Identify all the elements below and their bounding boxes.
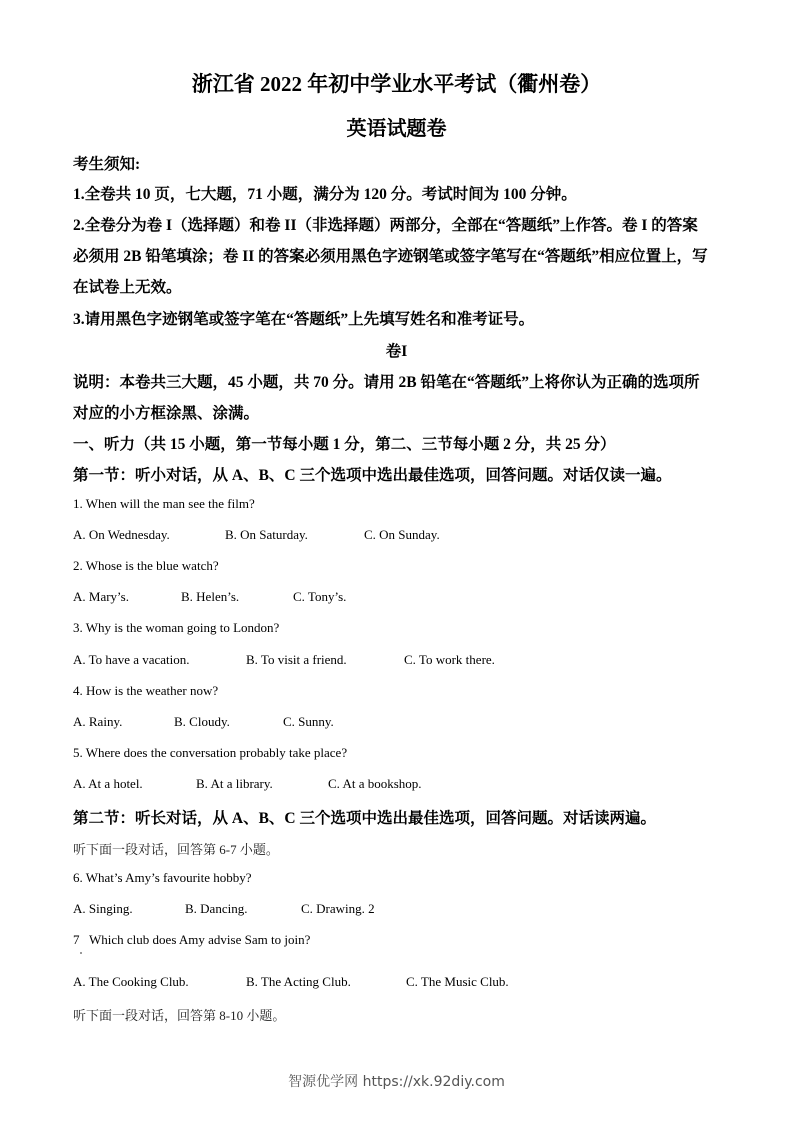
option-b: B. Cloudy. xyxy=(174,714,230,729)
exam-subtitle: 英语试题卷 xyxy=(346,118,447,140)
option-a: A. Mary’s. xyxy=(73,589,129,604)
option-b: B. The Acting Club. xyxy=(246,974,351,989)
exam-title: 浙江省 2022 年初中学业水平考试（衢州卷） xyxy=(191,72,602,96)
option-a: A. On Wednesday. xyxy=(73,527,170,542)
option-c: C. To work there. xyxy=(404,652,495,667)
stray-dot xyxy=(80,952,82,954)
option-a: A. Rainy. xyxy=(73,714,123,729)
notice-item-1: 1.全卷共 10 页，七大题，71 小题，满分为 120 分。考试时间为 100 分钟。 xyxy=(73,186,577,203)
volume-desc-line-2: 对应的小方框涂黑、涂满。 xyxy=(73,405,260,422)
option-c: C. Sunny. xyxy=(283,714,334,729)
question-3: 3. Why is the woman going to London? xyxy=(73,620,280,635)
question-4: 4. How is the weather now? xyxy=(73,683,219,698)
notice-item-2-line-1: 2.全卷分为卷 I（选择题）和卷 II（非选择题）两部分，全部在“答题纸”上作答。卷 I 的答案 xyxy=(73,217,698,234)
volume-label: 卷I xyxy=(385,343,408,360)
option-c: C. On Sunday. xyxy=(364,527,440,542)
option-c: C. At a bookshop. xyxy=(328,776,422,791)
section-1-heading: 第一节：听小对话，从 A、B、C 三个选项中选出最佳选项，回答问题。对话仅读一遍。 xyxy=(73,467,672,484)
question-4-options xyxy=(73,714,334,730)
question-2-options xyxy=(73,589,346,605)
option-c: C. Tony’s. xyxy=(293,589,347,604)
notice-item-2-line-3: 在试卷上无效。 xyxy=(73,279,182,296)
option-b: B. At a library. xyxy=(196,776,273,791)
volume-desc-line-1: 说明：本卷共三大题，45 小题，共 70 分。请用 2B 铅笔在“答题纸”上将你认为正确的选项所 xyxy=(73,374,700,391)
watermark-footer: 智源优学网 https://xk.92diy.com xyxy=(288,1074,505,1090)
listening-heading: 一、听力（共 15 小题，第一节每小题 1 分，第二、三节每小题 2 分，共 25 分） xyxy=(73,436,616,453)
question-5-options xyxy=(73,776,422,792)
question-6: 6. What’s Amy’s favourite hobby? xyxy=(73,870,252,885)
option-b: B. To visit a friend. xyxy=(246,652,347,667)
option-c: C. The Music Club. xyxy=(406,974,509,989)
passage-2-intro: 听下面一段对话，回答第 8-10 小题。 xyxy=(73,1008,286,1023)
passage-1-intro: 听下面一段对话，回答第 6-7 小题。 xyxy=(73,842,279,857)
question-3-options xyxy=(73,652,495,668)
section-2-heading: 第二节：听长对话，从 A、B、C 三个选项中选出最佳选项，回答问题。对话读两遍。 xyxy=(73,810,656,827)
question-7-options xyxy=(73,974,509,990)
option-b: B. Dancing. xyxy=(185,901,248,916)
question-5: 5. Where does the conversation probably take place? xyxy=(73,745,348,760)
option-a: A. To have a vacation. xyxy=(73,652,190,667)
question-2: 2. Whose is the blue watch? xyxy=(73,558,219,573)
option-c: C. Drawing. 2 xyxy=(301,901,375,916)
question-6-options xyxy=(73,901,375,917)
question-7: 7 Which club does Amy advise Sam to join? xyxy=(73,932,311,947)
question-1: 1. When will the man see the film? xyxy=(73,496,255,511)
option-a: A. At a hotel. xyxy=(73,776,143,791)
notice-item-3: 3.请用黑色字迹钢笔或签字笔在“答题纸”上先填写姓名和准考证号。 xyxy=(73,311,535,328)
option-a: A. The Cooking Club. xyxy=(73,974,189,989)
question-1-options xyxy=(73,527,440,543)
notice-item-2-line-2: 必须用 2B 铅笔填涂；卷 II 的答案必须用黑色字迹钢笔或签字笔写在“答题纸”相应位置上，写 xyxy=(73,248,708,265)
option-b: B. On Saturday. xyxy=(225,527,308,542)
option-b: B. Helen’s. xyxy=(181,589,240,604)
notice-heading: 考生须知: xyxy=(73,156,141,173)
option-a: A. Singing. xyxy=(73,901,133,916)
